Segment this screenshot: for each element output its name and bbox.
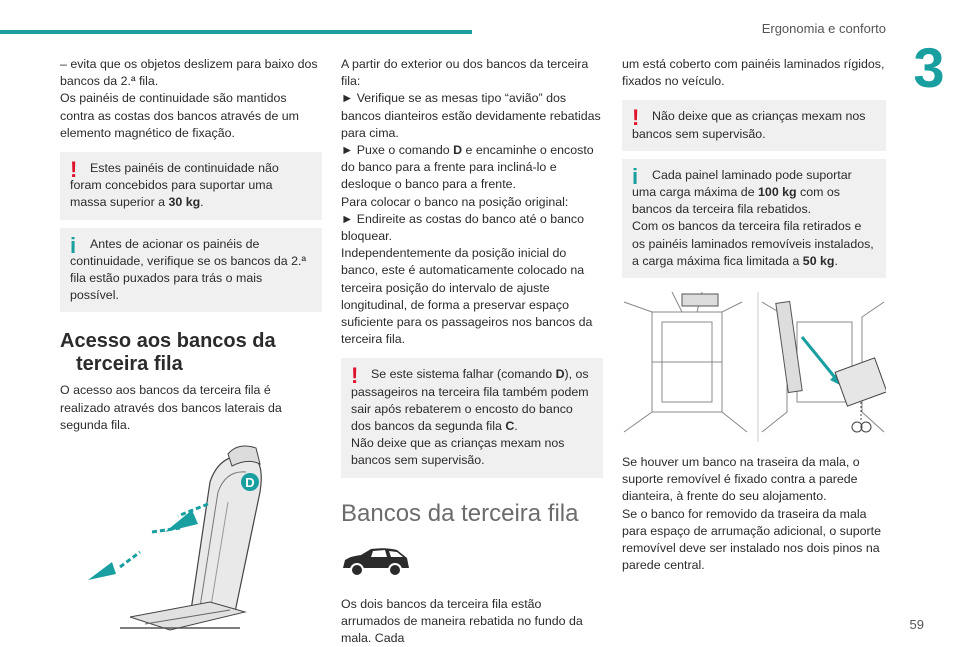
- warning-exclamation-icon: !: [632, 105, 640, 131]
- section-title: Ergonomia e conforto: [761, 21, 886, 36]
- trunk-illustration: [622, 292, 886, 442]
- chapter-number: 3: [898, 37, 960, 99]
- paragraph: – evita que os objetos deslizem para baixo dos bancos da 2.ª fila.: [60, 57, 318, 89]
- paragraph: Para colocar o banco na posição original:: [341, 194, 569, 209]
- paragraph: O acesso aos bancos da terceira fila é realizado através dos bancos laterais da segunda fila.: [60, 383, 282, 432]
- paragraph: Os dois bancos da terceira fila estão arrumados de maneira rebatida no fundo da mala. Cada: [341, 596, 583, 646]
- header-accent-bar: [0, 30, 472, 34]
- paragraph: ► Verifique se as mesas tipo “avião” dos bancos dianteiros estão devidamente rebatidas para cima.: [341, 91, 601, 140]
- column-2: [341, 56, 603, 647]
- column-3: [622, 56, 886, 574]
- chapter-heading: Bancos da terceira fila: [341, 499, 579, 527]
- info-i-icon: i: [70, 232, 77, 258]
- page-number: 59: [909, 617, 924, 632]
- info-text: Cada painel laminado pode suportar uma carga máxima de 100 kg com os bancos da terceira fila rebatidos.: [632, 167, 852, 217]
- warning-text: Se este sistema falhar (comando D), os passageiros na terceira fila também podem sair após rebaterem o encosto do banco dos bancos da segunda fila C.: [351, 367, 589, 434]
- paragraph: Se o banco for removido da traseira da mala para espaço de arrumação adicional, o suporte removível deve ser instalado nos dois pinos na parede central.: [622, 506, 881, 573]
- paragraph: um está coberto com painéis laminados rígidos, fixados no veículo.: [622, 57, 885, 89]
- label-d: D: [245, 475, 255, 491]
- warning-text: Estes painéis de continuidade não foram concebidos para suportar uma massa superior a 30 kg.: [70, 161, 279, 210]
- seat-illustration: [60, 442, 322, 632]
- warning-note: [60, 152, 322, 220]
- info-text: Com os bancos da terceira fila retirados e os painéis laminados removíveis instalados, a carga máxima fica limitada a 50 kg.: [632, 219, 874, 268]
- info-note: [622, 159, 886, 278]
- paragraph: Os painéis de continuidade são mantidos contra as costas dos bancos através de um elemento magnético de fixação.: [60, 91, 299, 140]
- warning-exclamation-icon: !: [70, 157, 78, 183]
- info-note: [60, 228, 322, 313]
- paragraph: A partir do exterior ou dos bancos da terceira fila:: [341, 57, 589, 89]
- paragraph: ► Endireite as costas do banco até o banco bloquear.: [341, 211, 585, 244]
- warning-text: Não deixe que as crianças mexam nos bancos sem supervisão.: [632, 109, 866, 141]
- paragraph: Independentemente da posição inicial do banco, este é automaticamente colocado na terceira posição do intervalo de ajuste longitudinal, de forma a preservar espaço suficiente para os passageiros nos bancos da terceira fila.: [341, 246, 593, 347]
- paragraph: Se houver um banco na traseira da mala, o suporte removível é fixado contra a parede dianteira, à frente do seu alojamento.: [622, 455, 860, 504]
- info-i-icon: i: [632, 163, 639, 189]
- car-silhouette-icon: [341, 546, 603, 582]
- info-text: Antes de acionar os painéis de continuidade, verifique se os bancos da 2.ª fila estão puxados para trás o mais possível.: [70, 236, 307, 303]
- warning-exclamation-icon: !: [351, 363, 359, 389]
- paragraph: ► Puxe o comando D e encaminhe o encosto do banco para a frente para incliná-lo e desloque o banco para a frente.: [341, 143, 594, 192]
- column-1: [60, 56, 322, 632]
- warning-text: Não deixe que as crianças mexam nos bancos sem supervisão.: [351, 436, 565, 468]
- section-heading: Acesso aos bancos da terceira fila: [60, 330, 276, 376]
- warning-note: [341, 358, 603, 477]
- warning-note: [622, 100, 886, 150]
